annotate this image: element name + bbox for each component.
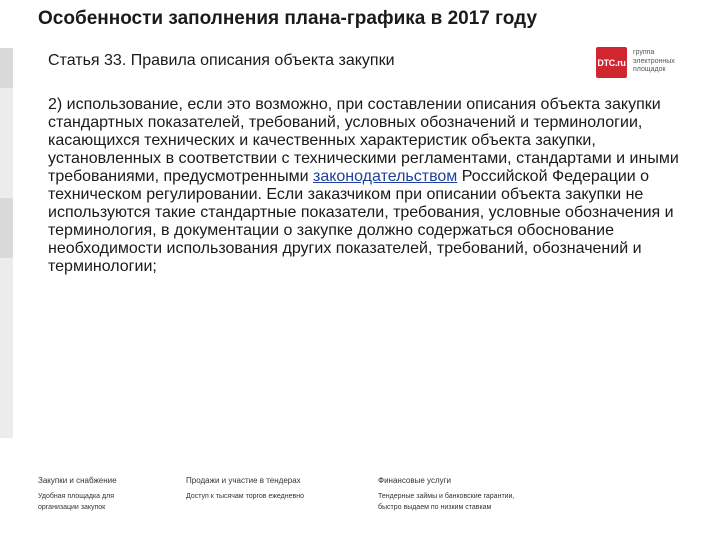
page-title: Особенности заполнения плана-графика в 2017 году (38, 8, 538, 29)
logo-caption (633, 49, 695, 75)
footer (0, 476, 720, 516)
logo-caption-line: электронных (633, 57, 675, 65)
footer-desc-line: быстро выдаем по низким ставкам (378, 504, 492, 511)
footer-heading: Закупки и снабжение (38, 476, 117, 485)
body-text-part: Российской Федерации о техническом регулировании. Если заказчиком при описании объекта закупки не используются такие стандартные показатели, требования, условные обозначения и терминология, в документации о закупке должно содержаться обоснование необходимости использования других показателей, требований, обозначений и терминологии; (48, 168, 674, 275)
left-accent-segment (0, 198, 13, 258)
footer-desc-line: Тендерные займы и банковские гарантии, (378, 493, 515, 500)
body-text-part: 2) использование, если это возможно, при составлении описания объекта закупки стандартных показателей, требований, условных обозначений и терминологии, касающихся технических и качественных характеристик объекта закупки, установленных в соответствии с техническими регламентами, стандартами и иными требованиями, предусмотренными (48, 96, 679, 185)
logo-caption-line: группа (633, 49, 655, 56)
article-number: Статья 33 (48, 52, 122, 69)
footer-desc-line: Доступ к тысячам торгов ежедневно (186, 493, 304, 500)
footer-desc-line: Удобная площадка для (38, 493, 114, 500)
left-accent-bar (0, 48, 13, 438)
dtc-logo (596, 47, 696, 79)
article-heading (48, 52, 395, 70)
article-body (48, 96, 688, 276)
left-accent-segment (0, 48, 13, 88)
legislation-link[interactable]: законодательством (312, 168, 458, 185)
footer-desc-line: организации закупок (38, 504, 106, 511)
footer-heading: Финансовые услуги (378, 476, 452, 485)
logo-mark: DTC.ru (596, 47, 627, 78)
footer-column-finance (378, 476, 558, 513)
footer-column-sales (186, 476, 366, 502)
footer-heading: Продажи и участие в тендерах (186, 476, 301, 485)
logo-caption-line: площадок (633, 66, 666, 73)
article-name: . Правила описания объекта закупки (121, 52, 395, 69)
